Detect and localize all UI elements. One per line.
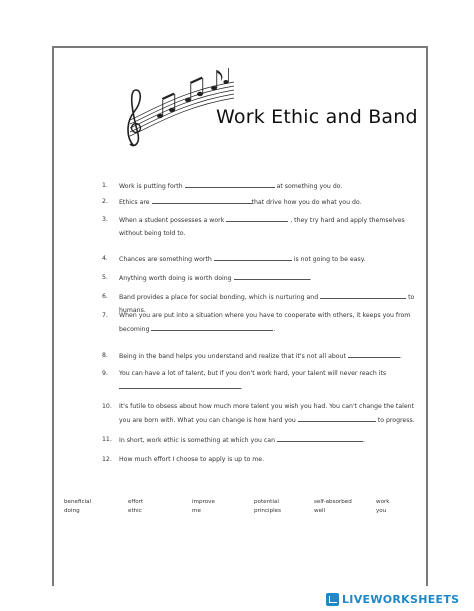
word-bank-item: improve	[192, 499, 215, 505]
question-number: 10.	[102, 403, 112, 410]
answer-blank[interactable]	[348, 350, 400, 358]
question-number: 5.	[102, 274, 108, 281]
question-number: 6.	[102, 293, 108, 300]
word-bank-item: potential	[254, 499, 279, 505]
answer-blank[interactable]	[152, 196, 252, 204]
top-margin	[0, 0, 474, 46]
question-text: It's futile to obsess about how much more talent you wish you had. You can't change the talent you are born with. What you can change is how hard you to progress.	[119, 403, 415, 424]
liveworksheets-logo-icon	[326, 593, 339, 606]
word-bank-item: doing	[64, 508, 80, 514]
answer-blank[interactable]	[185, 180, 275, 188]
answer-blank[interactable]	[320, 291, 406, 299]
word-bank-item: principles	[254, 508, 282, 514]
liveworksheets-logo[interactable]	[326, 592, 459, 606]
word-bank-item: self-absorbed	[314, 499, 352, 505]
answer-blank[interactable]	[214, 253, 292, 261]
answer-blank[interactable]	[277, 434, 363, 442]
question-number: 2.	[102, 198, 108, 205]
question-text: Anything worth doing is worth doing .	[119, 272, 424, 286]
question-text: In short, work ethic is something at which you can .	[119, 434, 424, 448]
word-bank-item: you	[376, 508, 387, 514]
question-text: Band provides a place for social bonding, which is nurturing and to humans.	[119, 291, 424, 317]
question-number: 11.	[102, 436, 112, 443]
word-bank-item: me	[192, 508, 201, 514]
question-number: 7.	[102, 312, 108, 319]
question-text: Work is putting forth at something you do.	[119, 180, 424, 194]
question-text: Ethics are that drive how you do what you do.	[119, 196, 424, 210]
question-number: 1.	[102, 182, 108, 189]
question-text: How much effort I choose to apply is up to me.	[119, 456, 265, 463]
question-number: 8.	[102, 352, 108, 359]
word-bank-item: ethic	[128, 508, 142, 514]
question-number: 3.	[102, 216, 108, 223]
worksheet-title: Work Ethic and Band	[216, 106, 418, 128]
answer-blank[interactable]	[151, 323, 273, 331]
question-text: When you are put into a situation where you have to cooperate with others, it keeps you from becoming .	[119, 312, 411, 333]
answer-blank[interactable]	[119, 381, 241, 389]
word-bank-item: work	[376, 499, 390, 505]
worksheet-page	[52, 46, 428, 588]
answer-blank[interactable]	[234, 272, 310, 280]
word-bank-item: beneficial	[64, 499, 92, 505]
word-bank-item: effort	[128, 499, 144, 505]
question-text: Chances are something worth is not going to be easy.	[119, 253, 424, 267]
question-number: 12.	[102, 456, 112, 463]
answer-blank[interactable]	[226, 214, 288, 222]
logo-text: LIVEWORKSHEETS	[342, 592, 460, 606]
word-bank-item: well	[314, 508, 326, 514]
question-number: 4.	[102, 255, 108, 262]
question-text: Being in the band helps you understand and realize that it's not all about .	[119, 350, 424, 364]
question-number: 9.	[102, 370, 108, 377]
question-text: You can have a lot of talent, but if you don't work hard, your talent will never reach its .	[119, 370, 387, 391]
question-text: When a student possesses a work , they try hard and apply themselves without being told to.	[119, 214, 424, 240]
answer-blank[interactable]	[298, 414, 376, 422]
